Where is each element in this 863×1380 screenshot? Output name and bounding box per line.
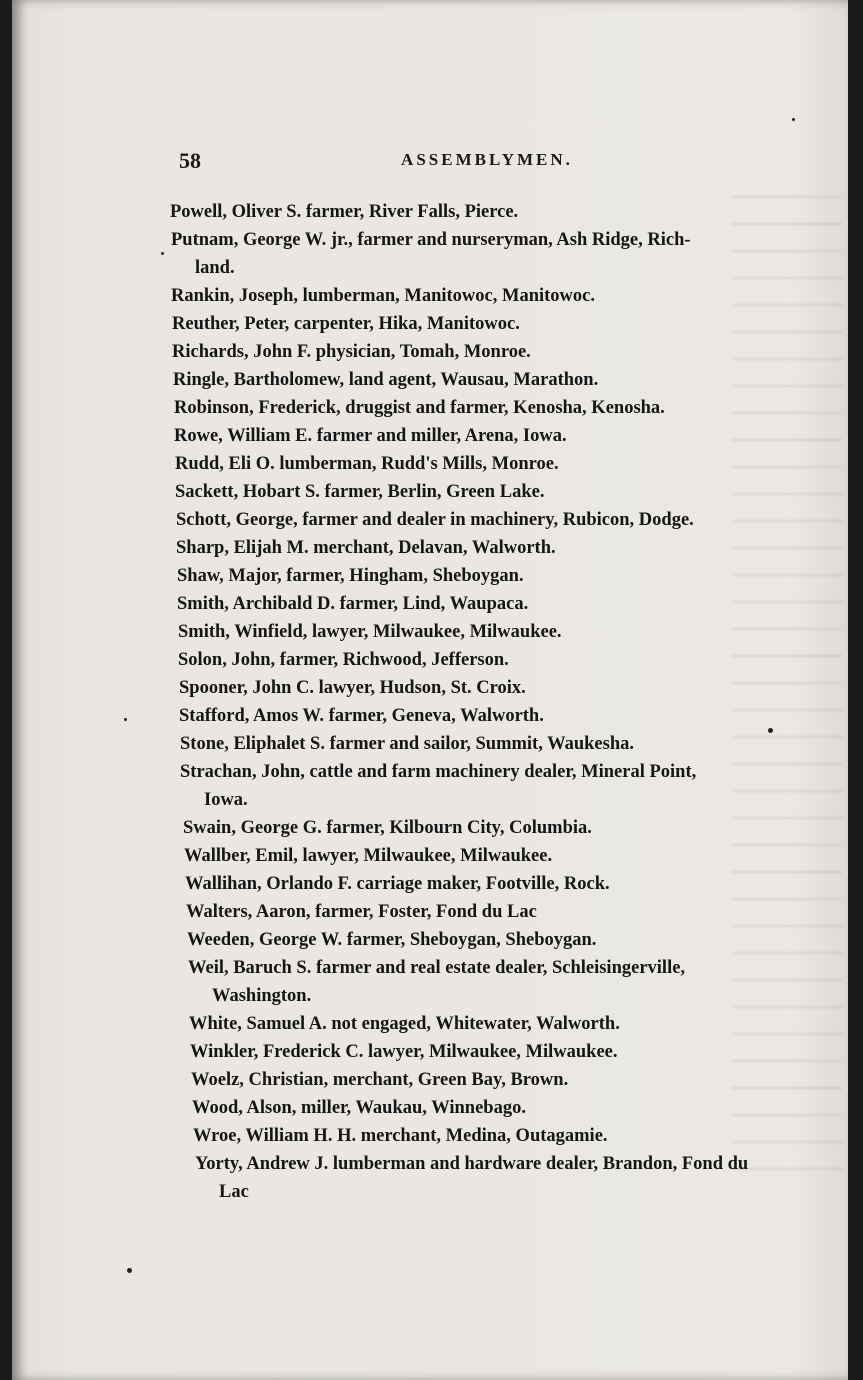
list-item <box>186 898 802 926</box>
list-item <box>175 478 802 506</box>
page-header <box>167 146 807 176</box>
page-number: 58 <box>179 148 201 173</box>
entry-text: Wood, Alson, miller, Waukau, Winnebago. <box>192 1098 526 1118</box>
list-item <box>177 590 802 618</box>
entry-continuation: land. <box>195 258 235 278</box>
list-item <box>170 198 802 226</box>
entry-text: Walters, Aaron, farmer, Foster, Fond du Lac <box>186 902 537 922</box>
list-item <box>193 1122 802 1150</box>
list-item <box>172 310 802 338</box>
entry-text: Woelz, Christian, merchant, Green Bay, Brown. <box>191 1070 569 1090</box>
entry-text: Smith, Archibald D. farmer, Lind, Waupaca. <box>177 594 529 614</box>
entry-text: White, Samuel A. not engaged, Whitewater, Walworth. <box>189 1014 620 1034</box>
book-page <box>12 0 848 1380</box>
list-item <box>180 758 802 814</box>
entry-text: Winkler, Frederick C. lawyer, Milwaukee, Milwaukee. <box>190 1042 618 1062</box>
entry-text: Weil, Baruch S. farmer and real estate dealer, Schleisingerville, <box>188 958 686 978</box>
list-item <box>171 226 802 282</box>
entry-text: Yorty, Andrew J. lumberman and hardware dealer, Brandon, Fond du <box>195 1154 749 1174</box>
entry-text: Smith, Winfield, lawyer, Milwaukee, Milwaukee. <box>178 622 562 642</box>
entry-text: Putnam, George W. jr., farmer and nurseryman, Ash Ridge, Rich- <box>171 230 691 250</box>
list-item <box>175 450 802 478</box>
list-item <box>179 674 802 702</box>
list-item <box>178 646 802 674</box>
list-item <box>173 366 802 394</box>
entry-text: Rudd, Eli O. lumberman, Rudd's Mills, Monroe. <box>175 454 559 474</box>
entry-text: Reuther, Peter, carpenter, Hika, Manitowoc. <box>172 314 520 334</box>
entry-text: Rankin, Joseph, lumberman, Manitowoc, Manitowoc. <box>171 286 595 306</box>
entry-text: Powell, Oliver S. farmer, River Falls, Pierce. <box>170 202 519 222</box>
entry-text: Stone, Eliphalet S. farmer and sailor, Summit, Waukesha. <box>180 734 635 754</box>
entry-text: Wroe, William H. H. merchant, Medina, Outagamie. <box>193 1126 608 1146</box>
entry-text: Spooner, John C. lawyer, Hudson, St. Croix. <box>179 678 526 698</box>
entry-text: Robinson, Frederick, druggist and farmer, Kenosha, Kenosha. <box>174 398 665 418</box>
list-item <box>180 730 802 758</box>
entry-text: Wallihan, Orlando F. carriage maker, Footville, Rock. <box>185 874 610 894</box>
entry-text: Wallber, Emil, lawyer, Milwaukee, Milwaukee. <box>184 846 553 866</box>
list-item <box>187 926 802 954</box>
running-head: ASSEMBLYMEN. <box>401 150 573 169</box>
entry-text: Weeden, George W. farmer, Sheboygan, Sheboygan. <box>187 930 597 950</box>
entry-text: Schott, George, farmer and dealer in machinery, Rubicon, Dodge. <box>176 510 694 530</box>
entry-text: Swain, George G. farmer, Kilbourn City, Columbia. <box>183 818 592 838</box>
list-item <box>188 954 802 1010</box>
entry-text: Shaw, Major, farmer, Hingham, Sheboygan. <box>177 566 524 586</box>
entry-continuation: Iowa. <box>204 790 248 810</box>
list-item <box>190 1038 802 1066</box>
list-item <box>174 394 802 422</box>
list-item <box>189 1010 802 1038</box>
list-item <box>171 282 802 310</box>
entry-text: Rowe, William E. farmer and miller, Arena, Iowa. <box>174 426 567 446</box>
entry-continuation: Lac <box>219 1182 249 1202</box>
entry-text: Strachan, John, cattle and farm machinery dealer, Mineral Point, <box>180 762 697 782</box>
list-item <box>178 618 802 646</box>
list-item <box>195 1150 802 1206</box>
entry-text: Ringle, Bartholomew, land agent, Wausau, Marathon. <box>173 370 599 390</box>
list-item <box>185 870 802 898</box>
entry-text: Solon, John, farmer, Richwood, Jefferson. <box>178 650 509 670</box>
entry-text: Stafford, Amos W. farmer, Geneva, Walworth. <box>179 706 544 726</box>
list-item <box>191 1066 802 1094</box>
list-item <box>179 702 802 730</box>
list-item <box>174 422 802 450</box>
list-item <box>176 506 802 534</box>
list-item <box>184 842 802 870</box>
assemblymen-list <box>12 198 848 1206</box>
entry-text: Sharp, Elijah M. merchant, Delavan, Walworth. <box>176 538 556 558</box>
list-item <box>176 534 802 562</box>
list-item <box>177 562 802 590</box>
entry-continuation: Washington. <box>212 986 312 1006</box>
list-item <box>183 814 802 842</box>
entry-text: Richards, John F. physician, Tomah, Monroe. <box>172 342 531 362</box>
list-item <box>172 338 802 366</box>
list-item <box>192 1094 802 1122</box>
entry-text: Sackett, Hobart S. farmer, Berlin, Green Lake. <box>175 482 545 502</box>
